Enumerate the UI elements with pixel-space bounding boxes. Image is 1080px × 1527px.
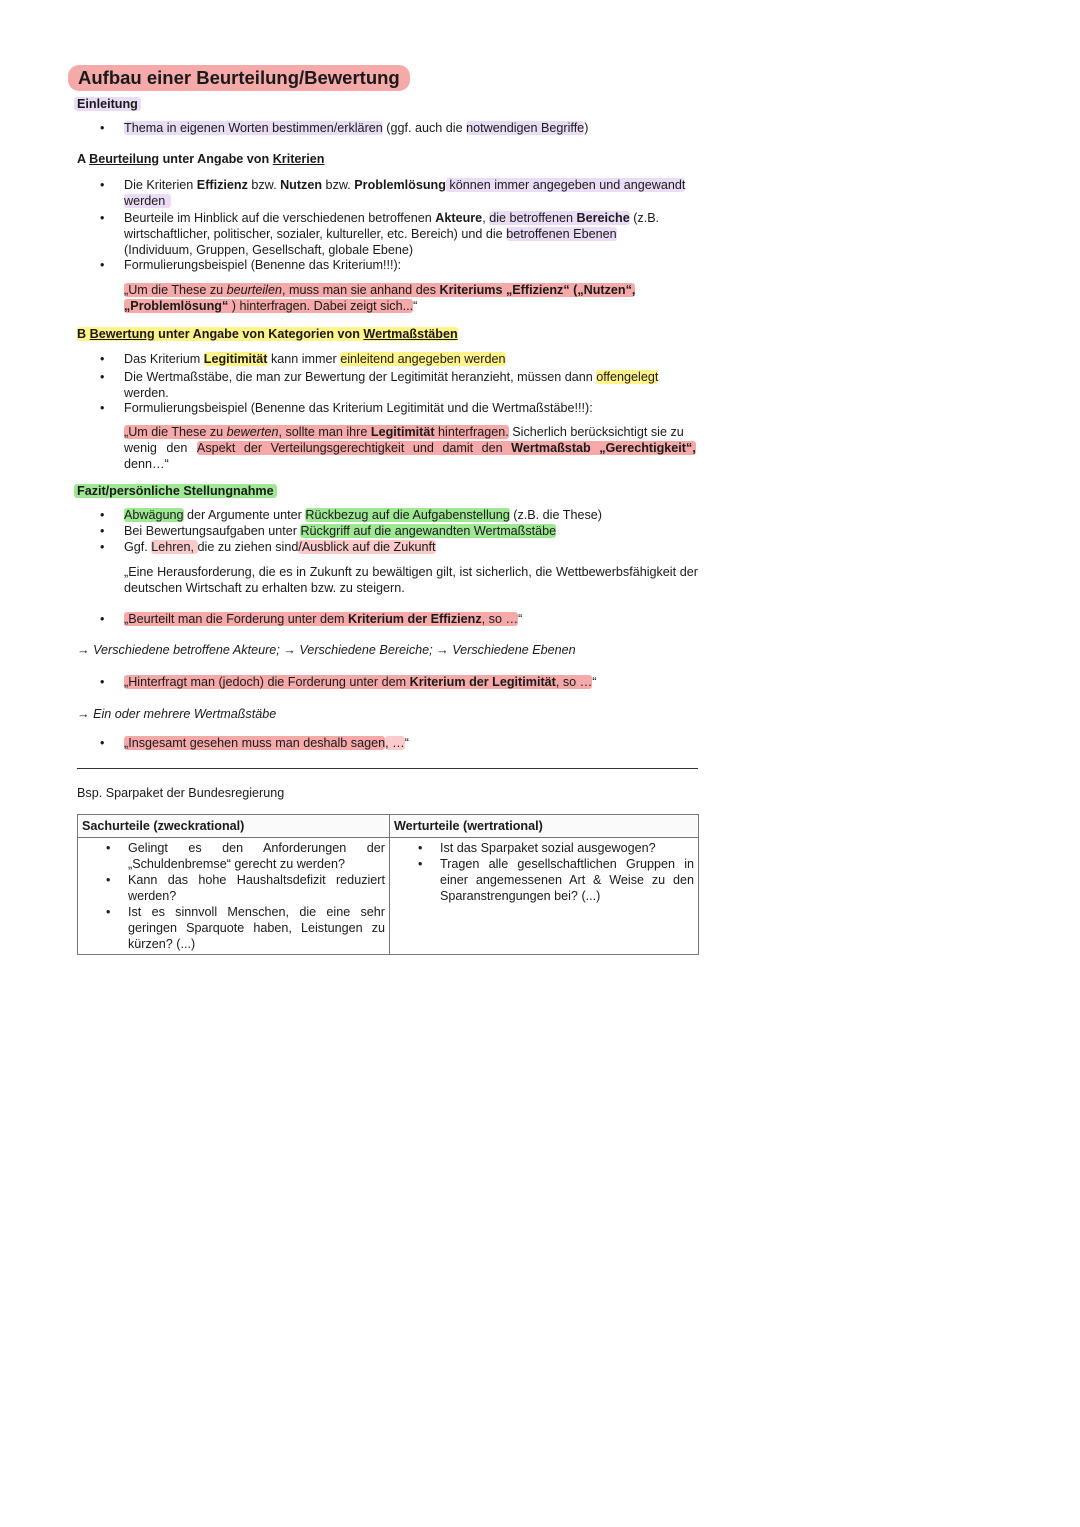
- bullet: •: [100, 352, 105, 366]
- text-span: kann immer: [267, 352, 341, 366]
- text-span: Das Kriterium: [124, 352, 204, 366]
- text-span: der Argumente unter: [183, 508, 306, 522]
- text-span: Beurteilung: [89, 152, 160, 166]
- text-span: werden.: [124, 386, 169, 400]
- heading-section-a: [77, 151, 325, 167]
- list-item: • Kann das hohe Haushaltsdefizit reduziert werden?: [82, 872, 385, 904]
- text-span: Legitimität: [370, 425, 435, 439]
- highlight: Lehren,: [151, 540, 198, 554]
- text-span: „Um die These zu: [124, 283, 227, 297]
- column-header-werturteile: Werturteile (wertrational): [390, 815, 699, 838]
- sentence-starter-3: [124, 735, 704, 751]
- list-item-einleitung: [124, 120, 704, 136]
- text-span: Ggf.: [124, 540, 152, 554]
- text-span: „Um die These zu: [124, 425, 227, 439]
- highlight: , …: [385, 736, 405, 750]
- heading-fazit: [74, 483, 277, 499]
- text-span: Bereiche: [576, 211, 630, 225]
- bullet: •: [100, 401, 105, 415]
- list-item-b1: [124, 351, 704, 367]
- sachurteile-list: [82, 840, 385, 952]
- text-span: “: [592, 675, 597, 689]
- highlight: werden: [124, 194, 171, 208]
- highlight: [124, 283, 635, 297]
- highlight: betroffenen Ebenen: [506, 227, 617, 241]
- bullet: •: [100, 524, 105, 538]
- highlight: Fazit/persönliche Stellungnahme: [74, 484, 277, 498]
- text-span: „Hinterfragt man (jedoch) die Forderung unter dem: [124, 675, 410, 689]
- text-span: Sicherlich berücksichtigt sie zu: [508, 425, 684, 439]
- text-span: Akteure: [435, 211, 483, 225]
- list-item: • Ist es sinnvoll Menschen, die eine sehr geringen Sparquote haben, Leistungen zu kürzen? (...): [82, 904, 385, 952]
- bullet: •: [100, 121, 105, 135]
- highlight: Thema in eigenen Worten bestimmen/erklären: [124, 121, 383, 135]
- fazit-quote: „Eine Herausforderung, die es in Zukunft zu bewältigen gilt, ist sicherlich, die Wettbewerbsfähigkeit der deutschen Wirtschaft zu erhalten bzw. zu steigern.: [124, 565, 698, 595]
- text-span: Wertmaßstab „Gerechtigkeit“,: [511, 441, 696, 455]
- arrow-note-1: → Verschiedene betroffene Akteure; → Verschiedene Bereiche; → Verschiedene Ebenen: [77, 643, 576, 657]
- list-item: • Tragen alle gesellschaftlichen Gruppen in einer angemessenen Art & Weise zu den Sparanstrengungen bei? (...): [394, 856, 694, 904]
- bullet: •: [100, 370, 105, 384]
- table-row: [78, 838, 699, 955]
- text-span: bzw.: [247, 178, 281, 192]
- highlight: [124, 299, 413, 313]
- text-span: A: [77, 152, 90, 166]
- highlight: notwendigen Begriffe: [466, 121, 585, 135]
- table-cell-sachurteile: [78, 838, 390, 955]
- text-span: Bei Bewertungsaufgaben unter: [124, 524, 301, 538]
- text-span: hinterfragen.: [434, 425, 509, 439]
- comparison-table: [77, 814, 699, 955]
- bullet: •: [100, 211, 105, 225]
- example-quote-b: [124, 424, 698, 472]
- text-span: , muss man sie anhand des: [281, 283, 440, 297]
- text-span: denn…“: [124, 457, 169, 471]
- text-span: Kriteriums „Effizienz“ („Nutzen“,: [439, 283, 636, 297]
- list-item-a1: [124, 177, 704, 209]
- sentence-starter-1: [124, 611, 704, 627]
- divider: [77, 768, 698, 769]
- text-span: “: [404, 736, 409, 750]
- bullet: •: [100, 675, 105, 689]
- highlight: Rückgriff auf die angewandten Wertmaßstäbe: [300, 524, 557, 538]
- heading-einleitung: [74, 96, 141, 112]
- text-span: (z.B. die These): [509, 508, 602, 522]
- text-span: Die Kriterien: [124, 178, 197, 192]
- text-span: (ggf. auch die: [382, 121, 467, 135]
- text-span: , sollte man ihre: [278, 425, 371, 439]
- text-span: wirtschaftlicher, politischer, sozialer, kultureller, etc. Bereich) und die: [124, 227, 507, 241]
- text-span: (Individuum, Gruppen, Gesellschaft, globale Ebene): [124, 243, 414, 257]
- text-span: Effizienz: [196, 178, 248, 192]
- list-item-b3: Formulierungsbeispiel (Benenne das Kriterium Legitimität und die Wertmaßstäbe!!!):: [124, 401, 593, 415]
- highlight: [124, 425, 509, 439]
- text-span: beurteilen: [226, 283, 282, 297]
- sentence-starter-2: [124, 674, 704, 690]
- heading-section-b: [77, 326, 458, 342]
- list-item-fazit3: [124, 539, 704, 555]
- bullet: •: [100, 178, 105, 192]
- highlight: [489, 211, 630, 225]
- bullet: •: [100, 508, 105, 522]
- highlight: „Insgesamt gesehen muss man deshalb sagen: [124, 736, 386, 750]
- highlight: können immer angegeben und angewandt: [445, 178, 686, 192]
- bullet: •: [100, 736, 105, 750]
- highlight: offengelegt: [596, 370, 659, 384]
- werturteile-list: [394, 840, 694, 904]
- text-span: Aspekt der Verteilungsgerechtigkeit und damit den: [196, 441, 512, 455]
- text-span: , so …: [555, 675, 593, 689]
- example-quote-a: [124, 282, 704, 314]
- text-span: Kriterien: [272, 152, 325, 166]
- text-span: Bewertung: [89, 327, 155, 341]
- text-span: Beurteile im Hinblick auf die verschiedenen betroffenen: [124, 211, 436, 225]
- heading-einleitung-text: Einleitung: [74, 97, 141, 111]
- text-span: Wertmaßstäben: [363, 327, 458, 341]
- highlight: einleitend angegeben werden: [340, 352, 506, 366]
- text-span: Problemlösung: [354, 178, 446, 192]
- highlight: [124, 675, 592, 689]
- table-header-row: [78, 815, 699, 838]
- text-span: Kriterium der Effizienz: [348, 612, 482, 626]
- text-span: bzw.: [322, 178, 355, 192]
- list-item-b2: [124, 369, 704, 401]
- highlight: [77, 327, 458, 341]
- page-title: Aufbau einer Beurteilung/Bewertung: [68, 65, 410, 91]
- bullet: •: [100, 258, 105, 272]
- highlight: [197, 441, 696, 455]
- text-span: bewerten: [226, 425, 279, 439]
- column-header-sachurteile: Sachurteile (zweckrational): [78, 815, 390, 838]
- text-span: unter Angabe von Kategorien von: [154, 327, 364, 341]
- text-span: (z.B.: [629, 211, 660, 225]
- highlight: Abwägung: [124, 508, 184, 522]
- list-item-a2: [124, 210, 704, 258]
- highlight: /Ausblick auf die Zukunft: [298, 540, 436, 554]
- text-span: „Problemlösung“: [124, 299, 229, 313]
- text-span: , so …: [481, 612, 519, 626]
- list-item-a3: Formulierungsbeispiel (Benenne das Kriterium!!!):: [124, 258, 402, 272]
- text-span: die betroffenen: [489, 211, 577, 225]
- text-span: ,: [482, 211, 490, 225]
- arrow-note-2: → Ein oder mehrere Wertmaßstäbe: [77, 707, 277, 721]
- list-item: • Gelingt es den Anforderungen der „Schuldenbremse“ gerecht zu werden?: [82, 840, 385, 872]
- highlight: [124, 612, 518, 626]
- text-span: „Beurteilt man die Forderung unter dem: [124, 612, 349, 626]
- text-span: wenig den: [124, 441, 197, 455]
- table-cell-werturteile: [390, 838, 699, 955]
- highlight: Legitimität: [203, 352, 268, 366]
- text-span: “: [518, 612, 523, 626]
- text-span: Kriterium der Legitimität: [409, 675, 556, 689]
- list-item: • Ist das Sparpaket sozial ausgewogen?: [394, 840, 694, 856]
- bullet: •: [100, 612, 105, 626]
- bullet: •: [100, 540, 105, 554]
- text-span: “: [413, 299, 418, 313]
- text-span: Die Wertmaßstäbe, die man zur Bewertung der Legitimität heranzieht, müssen dann: [124, 370, 597, 384]
- example-caption: Bsp. Sparpaket der Bundesregierung: [77, 786, 285, 800]
- text-span: ): [584, 121, 589, 135]
- text-span: unter Angabe von: [159, 152, 273, 166]
- list-item-fazit1: [124, 507, 704, 523]
- text-span: die zu ziehen sind: [197, 540, 299, 554]
- text-span: ) hinterfragen. Dabei zeigt sich...: [228, 299, 414, 313]
- highlight: Rückbezug auf die Aufgabenstellung: [305, 508, 510, 522]
- text-span: Nutzen: [280, 178, 323, 192]
- text-span: B: [77, 327, 90, 341]
- list-item-fazit2: [124, 523, 704, 539]
